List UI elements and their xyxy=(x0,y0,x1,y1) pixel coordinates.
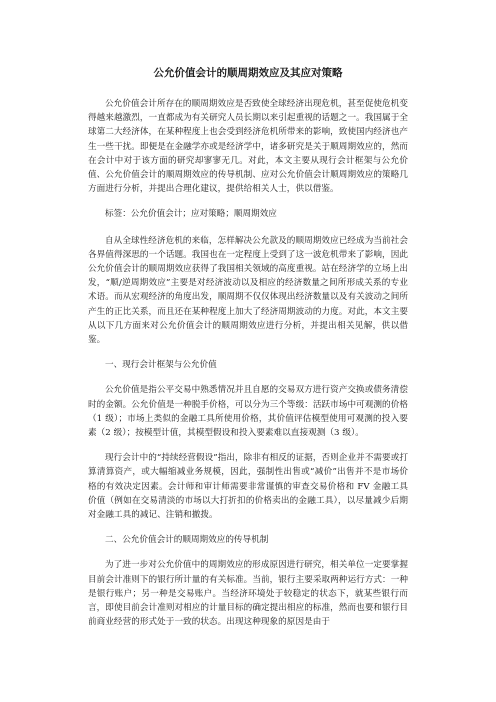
section2-paragraph-1: 为了进一步对公允价值中的周期效应的形成原因进行研究，相关单位一定要掌握目前会计准则下的银行所计量的有关标准。当前，银行主要采取两种运行方式：一种是银行账户；另一种是交易账户。当经济环境处于较稳定的状态下，就某些银行而言，即使目前会计准则对相应的计量目标的确定提出相应的标准，然而也要和银行目前商业经营的形式处于一致的状态。出现这种现象的原因是由于 xyxy=(88,560,408,628)
section1-paragraph-2: 现行会计中的“持续经营假设”指出，除非有相反的证据，否则企业并不需要或打算清算资产，或大幅缩减业务规模，因此，强制性出售或“减价”出售并不是市场价格的有效决定因素。会计师和审计师需要非常谨慎的审查交易价格和 FV 金融工具价值（例如在交易清淡的市场以大打折扣的价格卖出的金融工具），以尽量减少后期对金融工具的减记、注销和撤拨。 xyxy=(88,453,408,521)
section2-heading: 二、公允价值会计的顺周期效应的传导机制 xyxy=(105,535,269,546)
section1-heading: 一、现行会计框架与公允价值 xyxy=(105,360,217,371)
abstract-paragraph: 公允价值会计所存在的顺周期效应是否致使全球经济出现危机，甚至促使危机变得越来越激烈，一直都成为有关研究人员长期以来引起重视的话题之一。我国属于全球第二大经济体，在某种程度上也会受到经济危机所带来的影响，致使国内经济也产生一些干扰。即便是在金融学亦或是经济学中，诸多研究是关于顺周期效应的，然而在会计中对于该方面的研究却寥寥无几。对此，本文主要从现行会计框架与公允价值、公允价值会计的顺周期效应的传导机制、应对公允价值会计顺周期效应的策略几方面进行分析，并提出合理化建议，提供给相关人士，供以借鉴。 xyxy=(88,99,408,195)
keywords-line: 标签：公允价值会计；应对策略；顺周期效应 xyxy=(105,209,277,220)
section1-paragraph-1: 公允价值是指公平交易中熟悉情况并且自愿的交易双方进行资产交换或债务清偿时的金额。公允价值是一种脱手价格，可以分为三个等级：活跃市场中可观测的价格（1 级）；市场上类似的金融工具所使用价格，其价值评估模型使用可观测的投入要素（2 级）；按模型计值，其模型假设和投入要素难以直接观测（3 级）。 xyxy=(88,385,408,439)
document-title: 公允价值会计的顺周期效应及其应对策略 xyxy=(153,67,343,79)
intro-paragraph: 自从全球性经济危机的来临，怎样解决公允款及的顺周期效应已经成为当前社会各界值得深思的一个话题。我国也在一定程度上受到了这一波危机带来了影响，因此公允价值会计的顺周期效应获得了我国相关领域的高度重视。站在经济学的立场上出发，“顺/逆周期效应”主要是对经济波动以及相应的经济数量之间所形成关系的专业术语。而从宏观经济的角度出发，顺周期不仅仅体现出经济数量以及有关波动之间所产生的正比关系，而且还在某种程度上加大了经济周期波动的力度。对此，本文主要从以下几方面来对公允价值会计的顺周期效应进行分析，并提出相关见解，供以借鉴。 xyxy=(88,235,408,346)
